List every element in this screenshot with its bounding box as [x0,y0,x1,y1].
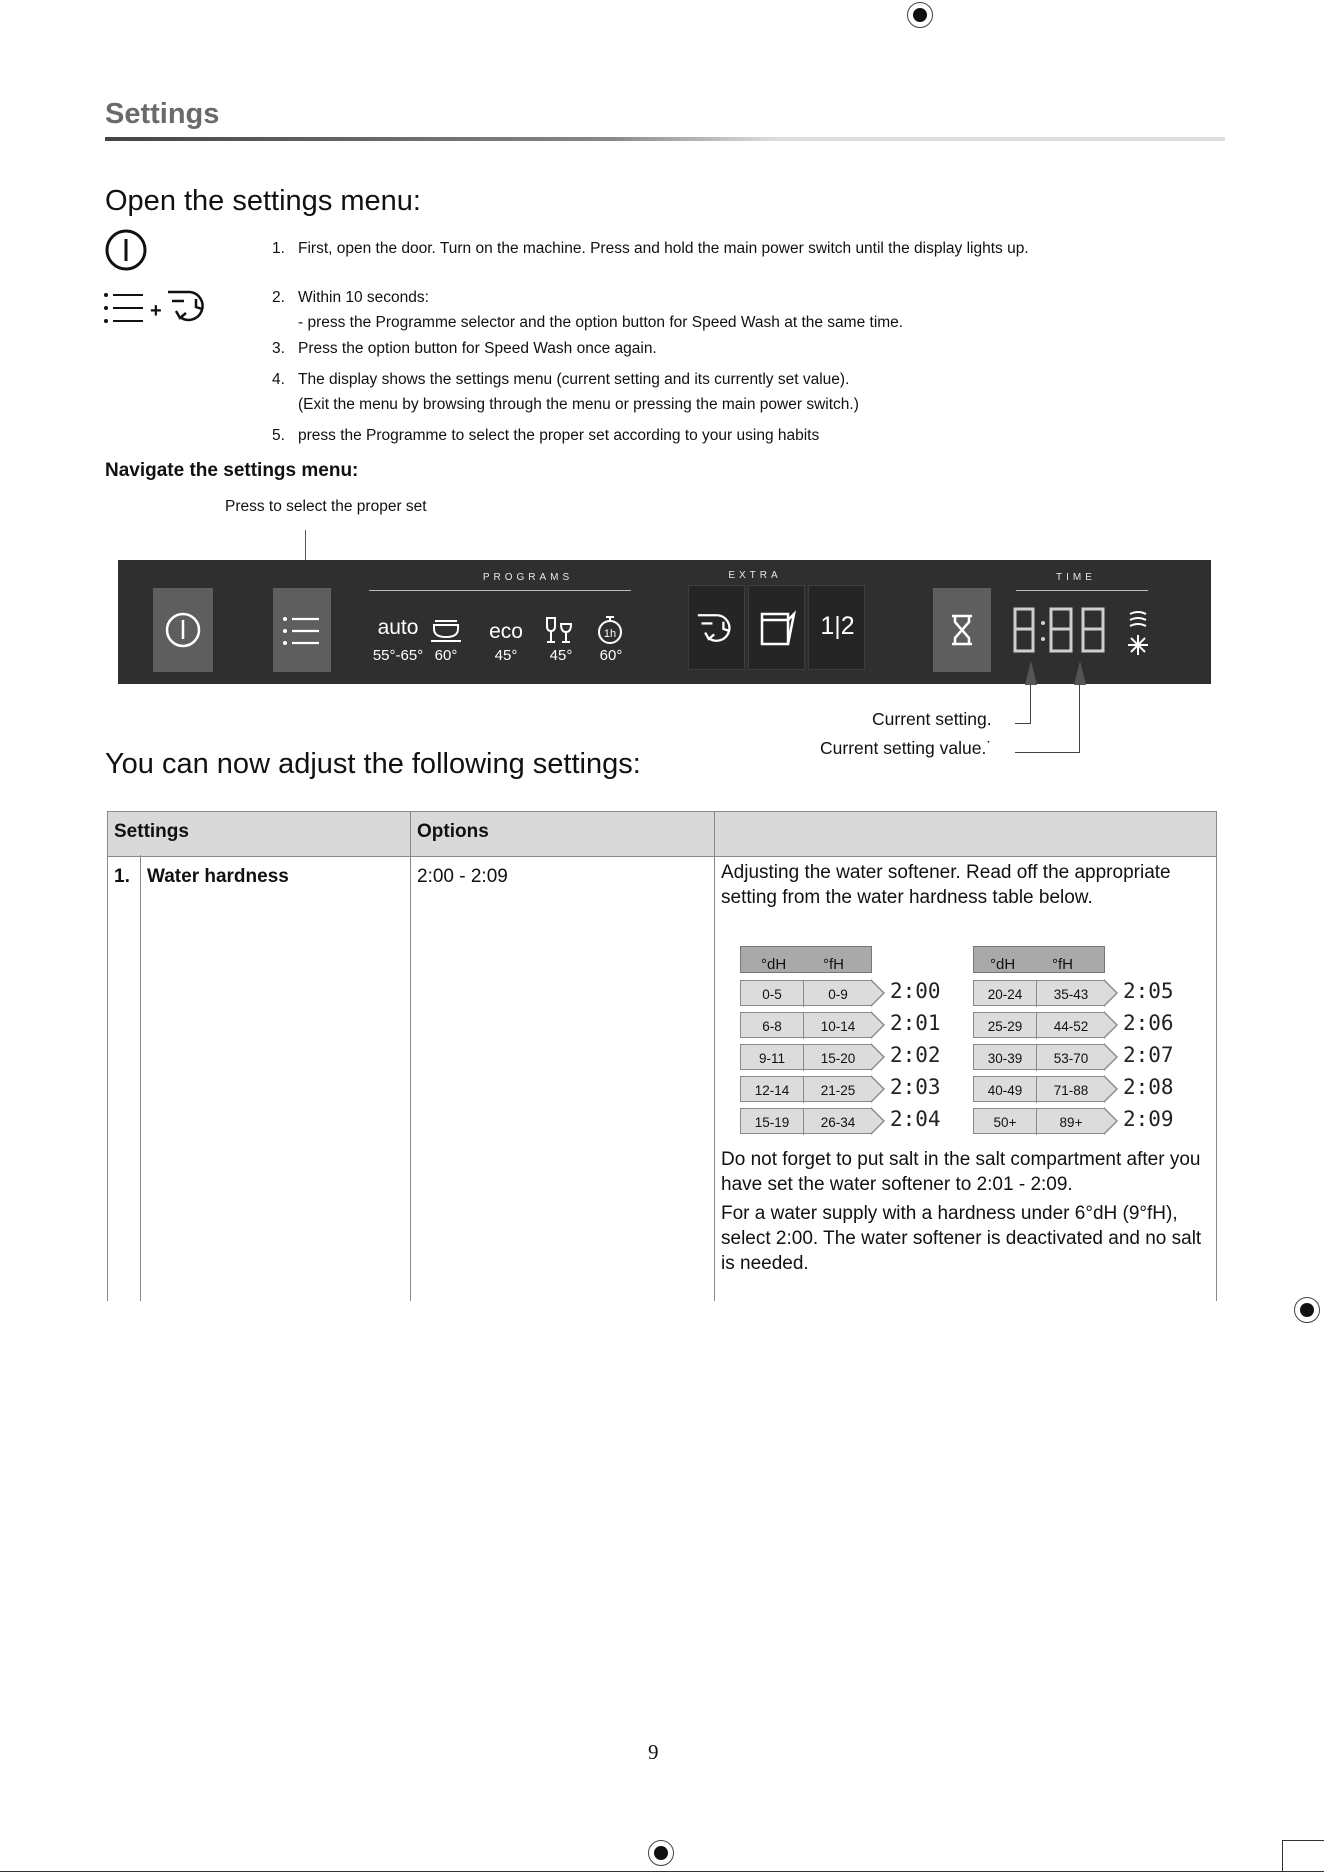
value-arrow-head [1074,661,1086,685]
extra-label: EXTRA [728,570,782,581]
hardness-code: 2:08 [1123,1075,1174,1099]
program-glass-temp: 45° [549,647,573,664]
programme-list-icon [282,615,322,647]
program-eco-temp: 45° [494,647,518,664]
section-title: Settings [105,98,220,130]
program-auto-label[interactable]: auto [377,616,419,639]
glass-icon[interactable] [544,616,574,646]
time-underline [1016,590,1148,591]
setting-description: Adjusting the water softener. Read off the appropriate setting from the water hardness table below. [721,862,1171,908]
program-eco-label[interactable]: eco [489,620,523,643]
program-1h-temp: 60° [599,647,623,664]
setting-leader-vertical [1030,684,1031,724]
soft-water-note: For a water supply with a hardness under 6°dH (9°fH), select 2:00. The water softener is deactivated and no salt is needed. [721,1203,1202,1274]
power-button[interactable] [153,588,213,672]
hourglass-icon [950,614,974,646]
programs-underline [369,590,631,591]
table-header-row [107,811,1216,857]
half-load-label: 1|2 [820,612,855,640]
hardness-code: 2:03 [890,1075,941,1099]
svg-text:1h: 1h [603,628,617,640]
table-divider-options [410,811,411,1301]
rinse-aid-icon [1127,610,1149,630]
section-rule [105,137,1225,141]
header-options: Options [417,821,489,842]
header-settings: Settings [114,821,189,842]
delay-start-button[interactable] [933,588,991,672]
door-open-icon [759,608,797,648]
hardness-code: 2:04 [890,1107,941,1131]
registration-mark-bottom [648,1840,674,1866]
step-2-detail: - press the Programme selector and the option button for Speed Wash at the same time. [298,314,904,331]
crop-mark [1282,1840,1324,1841]
time-label: TIME [1056,572,1096,583]
registration-mark-top [907,2,933,28]
current-value-label: Current setting value.˙ [820,738,993,758]
control-panel [118,560,1211,684]
setting-options: 2:00 - 2:09 [417,866,508,887]
page-number: 9 [648,1740,659,1764]
salt-reminder: Do not forget to put salt in the salt compartment after you have set the water softener to 2:01 - 2:09. [721,1149,1201,1195]
pot-icon[interactable] [429,615,463,645]
table-divider-num [140,855,141,1301]
programme-selector-button[interactable] [273,588,331,672]
hardness-header-left: °dH °fH [740,946,872,973]
speed-wash-button[interactable] [688,585,745,670]
table-border-right [1216,811,1217,1301]
current-setting-label: Current setting. [872,709,992,729]
navigate-heading: Navigate the settings menu: [105,460,359,481]
value-leader-horizontal [1015,752,1080,753]
open-menu-heading: Open the settings menu: [105,185,421,217]
power-icon [103,227,149,273]
table-divider-desc [714,811,715,1301]
setting-name: Water hardness [147,866,289,887]
one-hour-icon[interactable] [594,614,626,646]
programme-selector-icon [103,290,147,326]
hardness-code: 2:05 [1123,979,1174,1003]
table-border-left [107,811,108,1301]
program-intensive-temp: 60° [434,647,458,664]
seven-segment-display [1011,605,1111,657]
step-3: 3. Press the option button for Speed Wash once again. [272,340,657,357]
speed-wash-icon [696,610,738,646]
hardness-code: 2:00 [890,979,941,1003]
value-leader-vertical [1079,684,1080,753]
program-auto-temp: 55°-65° [372,647,424,664]
setting-arrow-head [1025,661,1037,685]
step-4-detail: (Exit the menu by browsing through the menu or pressing the main power switch.) [298,396,859,413]
hardness-header-right: °dH °fH [973,946,1105,973]
step-1: 1. First, open the door. Turn on the machine. Press and hold the main power switch until the display lights up. [272,240,1029,257]
plus-sign: + [150,300,162,322]
hardness-code: 2:07 [1123,1043,1174,1067]
hardness-code: 2:06 [1123,1011,1174,1035]
half-load-button[interactable] [808,585,865,670]
speed-wash-icon [166,287,212,325]
hardness-code: 2:02 [890,1043,941,1067]
step-5: 5. press the Programme to select the proper set according to your using habits [272,427,820,444]
hardness-code: 2:09 [1123,1107,1174,1131]
hardness-code: 2:01 [890,1011,941,1035]
registration-mark-right [1294,1297,1320,1323]
step-2: 2. Within 10 seconds: [272,289,429,306]
press-note: Press to select the proper set [225,498,427,515]
programs-label: PROGRAMS [482,572,574,583]
adjust-heading: You can now adjust the following settings: [105,748,641,780]
row-number: 1. [114,866,130,887]
salt-icon [1127,634,1149,656]
setting-leader-horizontal [1015,723,1031,724]
auto-door-open-button[interactable] [748,585,805,670]
power-icon [163,610,203,650]
step-4: 4. The display shows the settings menu (current setting and its currently set value). [272,371,850,388]
crop-mark [1282,1840,1283,1872]
